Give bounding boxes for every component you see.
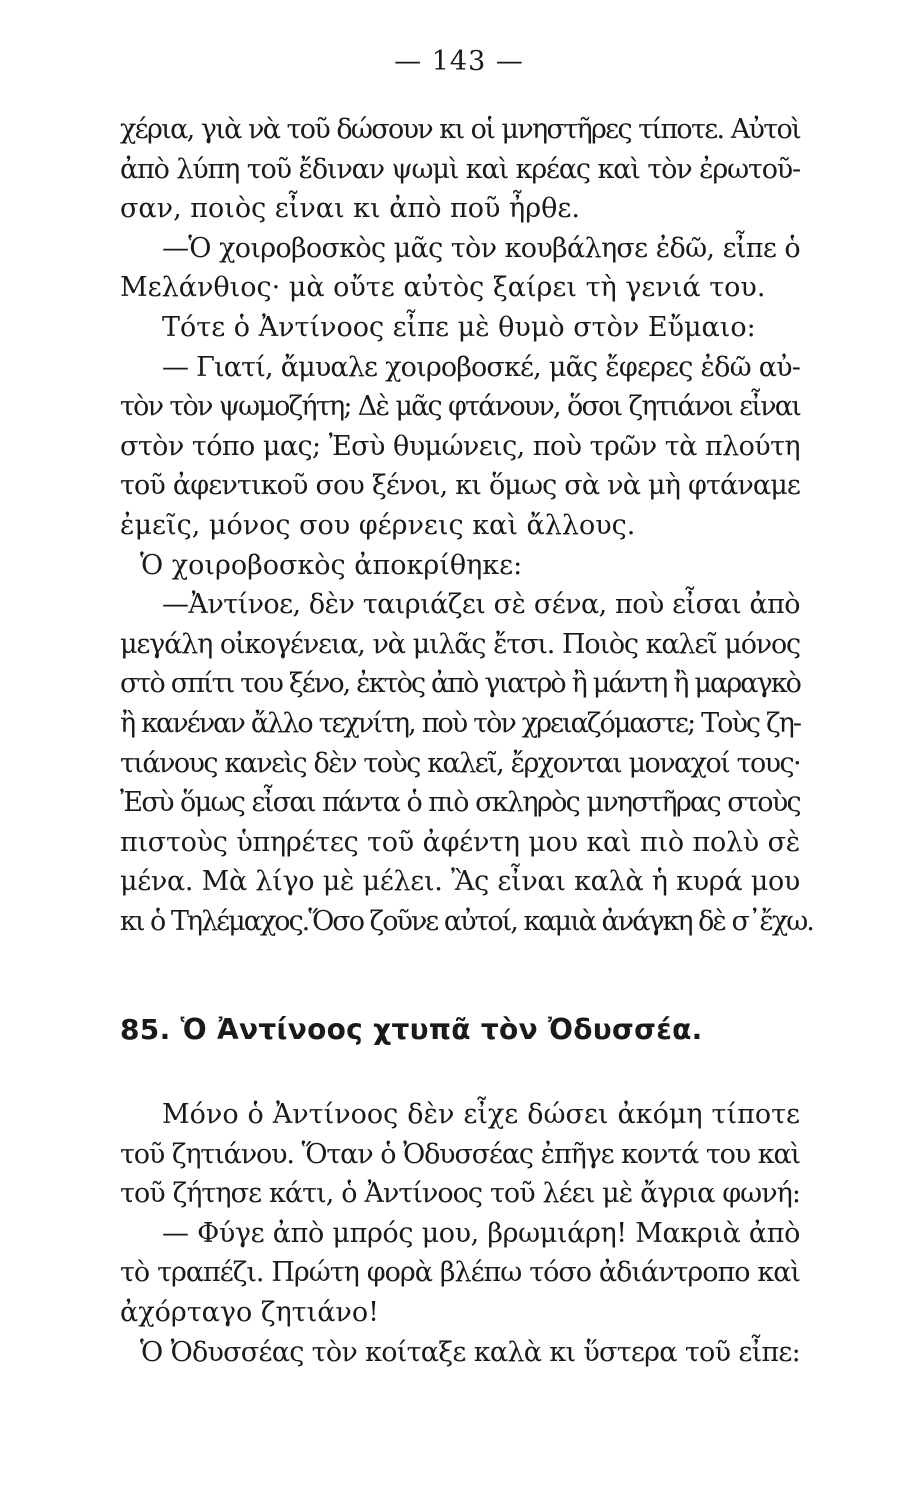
text-line: —Ἀντίνοε, δὲν ταιριάζει σὲ σένα, ποὺ εἶσαι ἀπὸ [162,589,800,621]
text-line: μένα. Μὰ λίγο μὲ μέλει. Ἂς εἶναι καλὰ ἡ κυρά μου [120,866,800,898]
text-line: στὸ σπίτι του ξένο, ἐκτὸς ἀπὸ γιατρὸ ἢ μάντη ἢ μαραγκὸ [120,668,800,700]
text-line: ἀπὸ λύπη τοῦ ἔδιναν ψωμὶ καὶ κρέας καὶ τὸν ἐρωτοῦ- [120,153,800,185]
text-line: κι ὁ Τηλέμαχος.Ὅσο ζοῦνε αὐτοί, καμιὰ ἀνάγκη δὲ σ᾿ἔχω. [120,905,813,937]
text-line: Μόνο ὁ Ἀντίνοος δὲν εἶχε δώσει ἀκόμη τίποτε [162,1099,800,1130]
text-line: Ὁ Ὀδυσσέας τὸν κοίταξε καλὰ κι ὕστερα τοῦ εἶπε: [140,1336,800,1368]
text-line: Ἐσὺ ὅμως εἶσαι πάντα ὁ πιὸ σκληρὸς μνηστῆρας στοὺς [120,787,800,819]
text-line: Μελάνθιος· μὰ οὔτε αὐτὸς ξαίρει τὴ γενιά του. [120,272,766,304]
text-line: ἐμεῖς, μόνος σου φέρνεις καὶ ἄλλους. [120,509,636,541]
section-number: 85. [120,1013,171,1046]
text-line: τιάνους κανεὶς δὲν τοὺς καλεῖ, ἔρχονται μοναχοί τους· [120,747,800,779]
text-line: τοῦ ἀφεντικοῦ σου ξένοι, κι ὅμως σὰ νὰ μὴ φτάναμε [120,470,800,502]
text-line: ἢ κανέναν ἄλλο τεχνίτη, ποὺ τὸν χρειαζόμαστε; Τοὺς ζη- [120,707,800,739]
text-line: ἀχόρταγο ζητιάνο! [120,1296,379,1328]
passage-before-heading [120,110,813,941]
text-line: Τότε ὁ Ἀντίνοος εἶπε μὲ θυμὸ στὸν Εὔμαιο: [162,311,756,343]
text-line: Ὁ χοιροβοσκὸς ἀποκρίθηκε: [140,549,523,581]
section-title: Ὁ Ἀντίνοος χτυπᾶ τὸν Ὀδυσσέα. [180,1013,703,1046]
text-line: σαν, ποιὸς εἶναι κι ἀπὸ ποῦ ἦρθε. [120,193,580,225]
text-line: χέρια, γιὰ νὰ τοῦ δώσουν κι οἱ μνηστῆρες τίποτε. Αὐτοὶ [120,114,800,145]
text-line: —Ὁ χοιροβοσκὸς μᾶς τὸν κουβάλησε ἐδῶ, εἶπε ὁ [162,232,800,264]
text-line: μεγάλη οἰκογένεια, νὰ μιλᾶς ἔτσι. Ποιὸς καλεῖ μόνος [120,628,800,660]
section-heading [120,1010,800,1050]
text-line: τοῦ ζητιάνου. Ὅταν ὁ Ὀδυσσέας ἐπῆγε κοντά του καὶ [120,1138,800,1170]
text-line: — Γιατί, ἄμυαλε χοιροβοσκέ, μᾶς ἔφερες ἐδῶ αὐ- [162,351,800,383]
text-line: τοῦ ζήτησε κάτι, ὁ Ἀντίνοος τοῦ λέει μὲ ἄγρια φωνή: [120,1178,800,1210]
text-line: τὸ τραπέζι. Πρώτη φορὰ βλέπω τόσο ἀδιάντροπο καὶ [120,1257,800,1289]
text-line: — Φύγε ἀπὸ μπρός μου, βρωμιάρη! Μακριὰ ἀπὸ [162,1217,800,1249]
text-line: πιστοὺς ὑπηρέτες τοῦ ἀφέντη μου καὶ πιὸ πολὺ σὲ [120,826,800,858]
page-number: — 143 — [394,46,524,77]
passage-after-heading [120,1095,800,1372]
text-line: στὸν τόπο μας; Ἐσὺ θυμώνεις, ποὺ τρῶν τὰ πλούτη [120,430,800,462]
text-line: τὸν τὸν ψωμοζήτη; Δὲ μᾶς φτάνουν, ὅσοι ζητιάνοι εἶναι [120,391,800,423]
